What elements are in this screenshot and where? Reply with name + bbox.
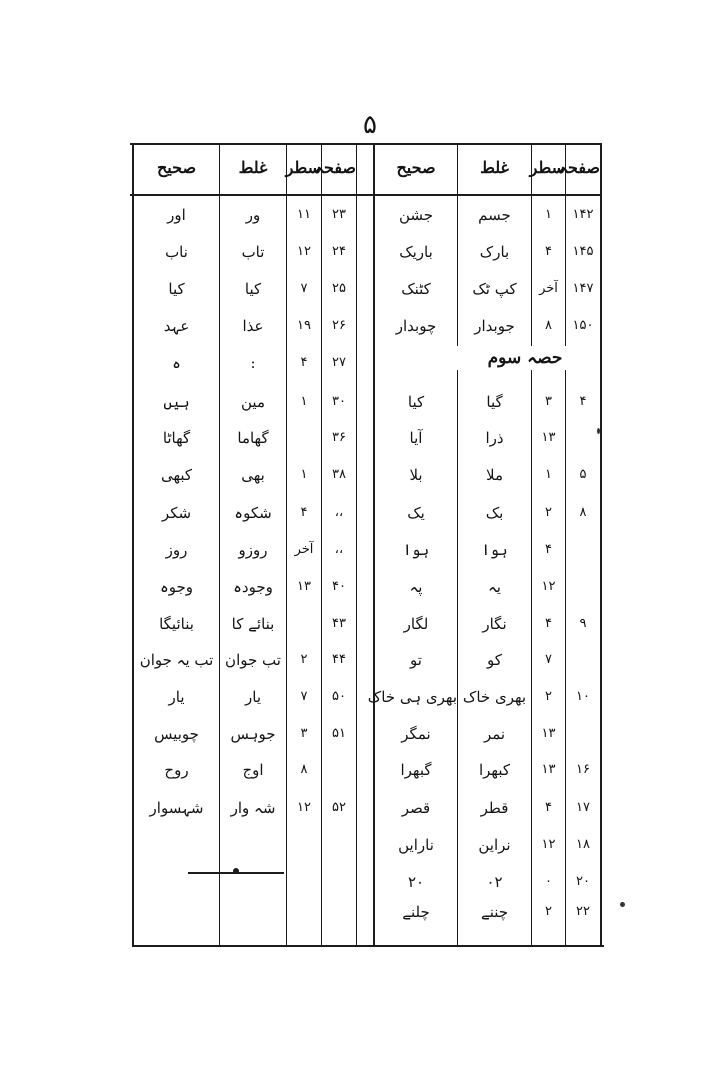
right-cell-wrong: قطر xyxy=(480,799,509,817)
right-cell-line: ۳ xyxy=(545,394,552,409)
left-cell-page: ۵۱ xyxy=(332,726,346,741)
right-cell-correct: نارایں xyxy=(398,836,434,854)
left-cell-correct: شکر xyxy=(161,504,192,522)
left-cell-line: ۳ xyxy=(300,726,308,741)
right-cell-page: ۹ xyxy=(579,616,587,631)
right-cell-line: ۰ xyxy=(545,874,552,889)
right-cell-correct: کیا xyxy=(407,393,425,411)
right-cell-line: ۱۳ xyxy=(541,430,556,445)
right-cell-page: ۱۶ xyxy=(576,762,590,777)
left-cell-page: ۳۶ xyxy=(332,430,346,445)
right-cell-line: ۲ xyxy=(545,689,552,704)
left-cell-correct: گھاٹا xyxy=(162,429,191,447)
right-cell-page: ۱۴۵ xyxy=(572,244,594,259)
right-cell-wrong: گیا xyxy=(486,393,503,411)
right-cell-line: ۴ xyxy=(545,244,552,259)
right-cell-correct: چوبدار xyxy=(395,317,437,335)
right-cell-correct: نمگر xyxy=(401,725,431,743)
left-cell-line: ۷ xyxy=(300,281,308,296)
right-cell-wrong: جوبدار xyxy=(474,317,515,335)
right-header-line: سطر xyxy=(529,158,565,177)
right-cell-correct: بھری ہی خاک xyxy=(367,688,457,706)
left-cell-page: ،، xyxy=(334,542,344,557)
left-cell-page: ۳۰ xyxy=(332,394,346,409)
left-cell-wrong: : xyxy=(250,354,256,372)
left-cell-line: ۴ xyxy=(300,355,308,370)
right-cell-correct: گبھرا xyxy=(400,761,432,779)
left-header-page: صفحہ xyxy=(314,158,356,177)
left-cell-wrong: جوہس xyxy=(230,725,276,743)
right-cell-line: آخر xyxy=(539,281,558,296)
left-cell-line: ۸ xyxy=(300,762,308,777)
column-rule xyxy=(565,143,566,945)
left-cell-correct: عہد xyxy=(163,317,190,335)
left-cell-wrong: اوج xyxy=(242,761,264,779)
left-cell-page: ۲۵ xyxy=(332,281,346,296)
right-cell-line: ۱۲ xyxy=(541,837,556,852)
right-cell-line: ۴ xyxy=(545,542,552,557)
right-cell-correct: آیا xyxy=(409,429,423,447)
right-cell-page: ۱۴۷ xyxy=(572,281,594,296)
table-right-border xyxy=(600,143,602,947)
left-cell-wrong: شکوہ xyxy=(234,504,272,522)
scan-speck xyxy=(597,428,600,434)
right-header-page: صفحہ xyxy=(558,158,600,177)
column-rule xyxy=(356,143,357,945)
left-cell-wrong: شہ وار xyxy=(230,799,276,817)
left-cell-wrong: روزو xyxy=(238,541,268,559)
left-cell-line: ۲ xyxy=(300,652,308,667)
right-cell-wrong: ملا xyxy=(486,466,503,484)
right-cell-wrong: یہ xyxy=(488,578,501,596)
right-cell-correct: پہ xyxy=(409,578,423,596)
right-header-correct: صحیح xyxy=(396,158,436,177)
left-cell-page: ۲۶ xyxy=(332,318,346,333)
left-cell-page: ۴۰ xyxy=(332,579,346,594)
right-cell-line: ۲ xyxy=(545,904,552,919)
right-cell-wrong: ذرا xyxy=(485,429,504,447)
left-cell-line: ۱ xyxy=(300,467,308,482)
right-cell-wrong: نگار xyxy=(482,615,507,633)
left-cell-wrong: وجودہ xyxy=(233,578,273,596)
left-cell-correct: ہیں xyxy=(163,393,190,411)
table-bottom-border xyxy=(134,945,604,947)
right-cell-line: ۱۳ xyxy=(541,762,556,777)
left-cell-page: ۴۳ xyxy=(332,616,346,631)
left-cell-wrong: یار xyxy=(245,688,261,706)
left-cell-wrong: بھی xyxy=(241,466,265,484)
left-cell-line: ۷ xyxy=(300,689,308,704)
right-cell-line: ۱ xyxy=(545,207,552,222)
right-cell-page: ۲۲ xyxy=(576,904,590,919)
page-number: ۵ xyxy=(363,110,377,140)
right-cell-correct: قصر xyxy=(401,799,431,817)
right-cell-wrong: بارک xyxy=(479,243,510,261)
right-cell-wrong: بھری خاک xyxy=(462,688,527,706)
left-cell-wrong: عذا xyxy=(242,317,264,335)
right-cell-correct: بلا xyxy=(409,466,423,484)
left-cell-wrong: کیا xyxy=(244,280,262,298)
left-header-wrong: غلط xyxy=(238,158,268,177)
right-cell-correct: ۲۰ xyxy=(407,873,425,891)
left-cell-page: ۵۲ xyxy=(332,800,346,815)
right-cell-page: ۱۵۰ xyxy=(572,318,594,333)
right-cell-line: ۷ xyxy=(545,652,552,667)
right-cell-wrong: ہوا xyxy=(481,541,508,559)
right-cell-page: ۵ xyxy=(579,467,587,482)
left-cell-page: ۴۴ xyxy=(332,652,346,667)
right-cell-wrong: بک xyxy=(485,504,504,522)
left-cell-page: ۳۸ xyxy=(332,467,346,482)
right-cell-correct: باریک xyxy=(399,243,433,261)
left-cell-correct: تب یہ جوان xyxy=(139,651,214,669)
right-cell-line: ۲ xyxy=(545,505,552,520)
right-header-wrong: غلط xyxy=(480,158,509,177)
right-cell-page: ۱۴۲ xyxy=(572,207,594,222)
right-cell-page: ۱۸ xyxy=(576,837,590,852)
left-cell-line: ۴ xyxy=(300,505,308,520)
left-cell-correct: ناب xyxy=(165,243,188,261)
left-cell-correct: روز xyxy=(165,541,188,559)
right-cell-line: ۱ xyxy=(545,467,552,482)
right-cell-correct: کٹنک xyxy=(401,280,431,298)
left-cell-correct: اور xyxy=(167,206,186,224)
left-cell-wrong: تاب xyxy=(241,243,265,261)
end-ornament-dot xyxy=(233,868,239,874)
right-cell-wrong: نراین xyxy=(478,836,511,854)
right-cell-wrong: نمر xyxy=(483,725,506,743)
right-cell-line: ۴ xyxy=(545,616,552,631)
right-cell-line: ۱۲ xyxy=(541,579,556,594)
right-cell-wrong: ۰۲ xyxy=(486,873,503,891)
left-header-line: سطر xyxy=(285,158,321,177)
left-cell-wrong: مین xyxy=(241,393,265,411)
right-cell-correct: یک xyxy=(407,504,425,522)
right-cell-correct: جشن xyxy=(398,206,434,224)
left-cell-line: ۱۱ xyxy=(297,207,311,222)
section-heading: حصہ سوم xyxy=(455,346,595,370)
right-cell-wrong: کپ ٹک xyxy=(472,280,517,298)
right-cell-page: ۲۰ xyxy=(576,874,590,889)
right-cell-correct: چلنے xyxy=(402,903,430,921)
right-cell-line: ۸ xyxy=(545,318,552,333)
right-cell-line: ۱۳ xyxy=(541,726,556,741)
left-header-correct: صحیح xyxy=(156,158,197,177)
right-cell-wrong: جسم xyxy=(478,206,511,224)
right-cell-page: ۱۰ xyxy=(576,689,590,704)
left-cell-page: ۲۳ xyxy=(332,207,346,222)
left-cell-correct: ہ xyxy=(172,354,181,372)
left-cell-line: ۱۳ xyxy=(297,579,311,594)
left-cell-line: ۱۹ xyxy=(297,318,311,333)
left-cell-correct: کیا xyxy=(168,280,185,298)
left-cell-line: ۱۲ xyxy=(297,244,311,259)
left-cell-correct: چوبیس xyxy=(154,725,199,743)
left-cell-page: ۵۰ xyxy=(332,689,346,704)
left-cell-line: آخر xyxy=(294,542,314,557)
left-cell-wrong: تب جوان xyxy=(225,651,281,669)
left-cell-page: ،، xyxy=(334,505,344,520)
right-cell-page: ۱۷ xyxy=(576,800,590,815)
left-cell-correct: یار xyxy=(168,688,185,706)
left-cell-wrong: گھاما xyxy=(237,429,269,447)
right-cell-correct: لگار xyxy=(403,615,429,633)
right-cell-wrong: کبھرا xyxy=(478,761,511,779)
left-cell-wrong: بنائے کا xyxy=(231,615,275,633)
left-cell-wrong: ور xyxy=(245,206,261,224)
left-cell-line: ۱ xyxy=(300,394,308,409)
left-cell-correct: بنائیگا xyxy=(159,615,194,633)
left-cell-correct: شہسوار xyxy=(149,799,204,817)
left-cell-page: ۲۴ xyxy=(332,244,346,259)
right-cell-page: ۴ xyxy=(579,394,587,409)
right-cell-correct: ہوا xyxy=(402,541,430,559)
left-cell-correct: وجوہ xyxy=(159,578,194,596)
right-cell-correct: تو xyxy=(410,651,422,669)
right-cell-wrong: کو xyxy=(487,651,502,669)
scan-speck xyxy=(620,902,625,907)
right-cell-wrong: چننے xyxy=(480,903,509,921)
right-cell-page: ۸ xyxy=(579,505,587,520)
right-cell-line: ۴ xyxy=(545,800,552,815)
left-cell-page: ۲۷ xyxy=(332,355,346,370)
left-cell-correct: روح xyxy=(164,761,189,779)
left-cell-correct: کبھی xyxy=(160,466,193,484)
left-cell-line: ۱۲ xyxy=(297,800,311,815)
